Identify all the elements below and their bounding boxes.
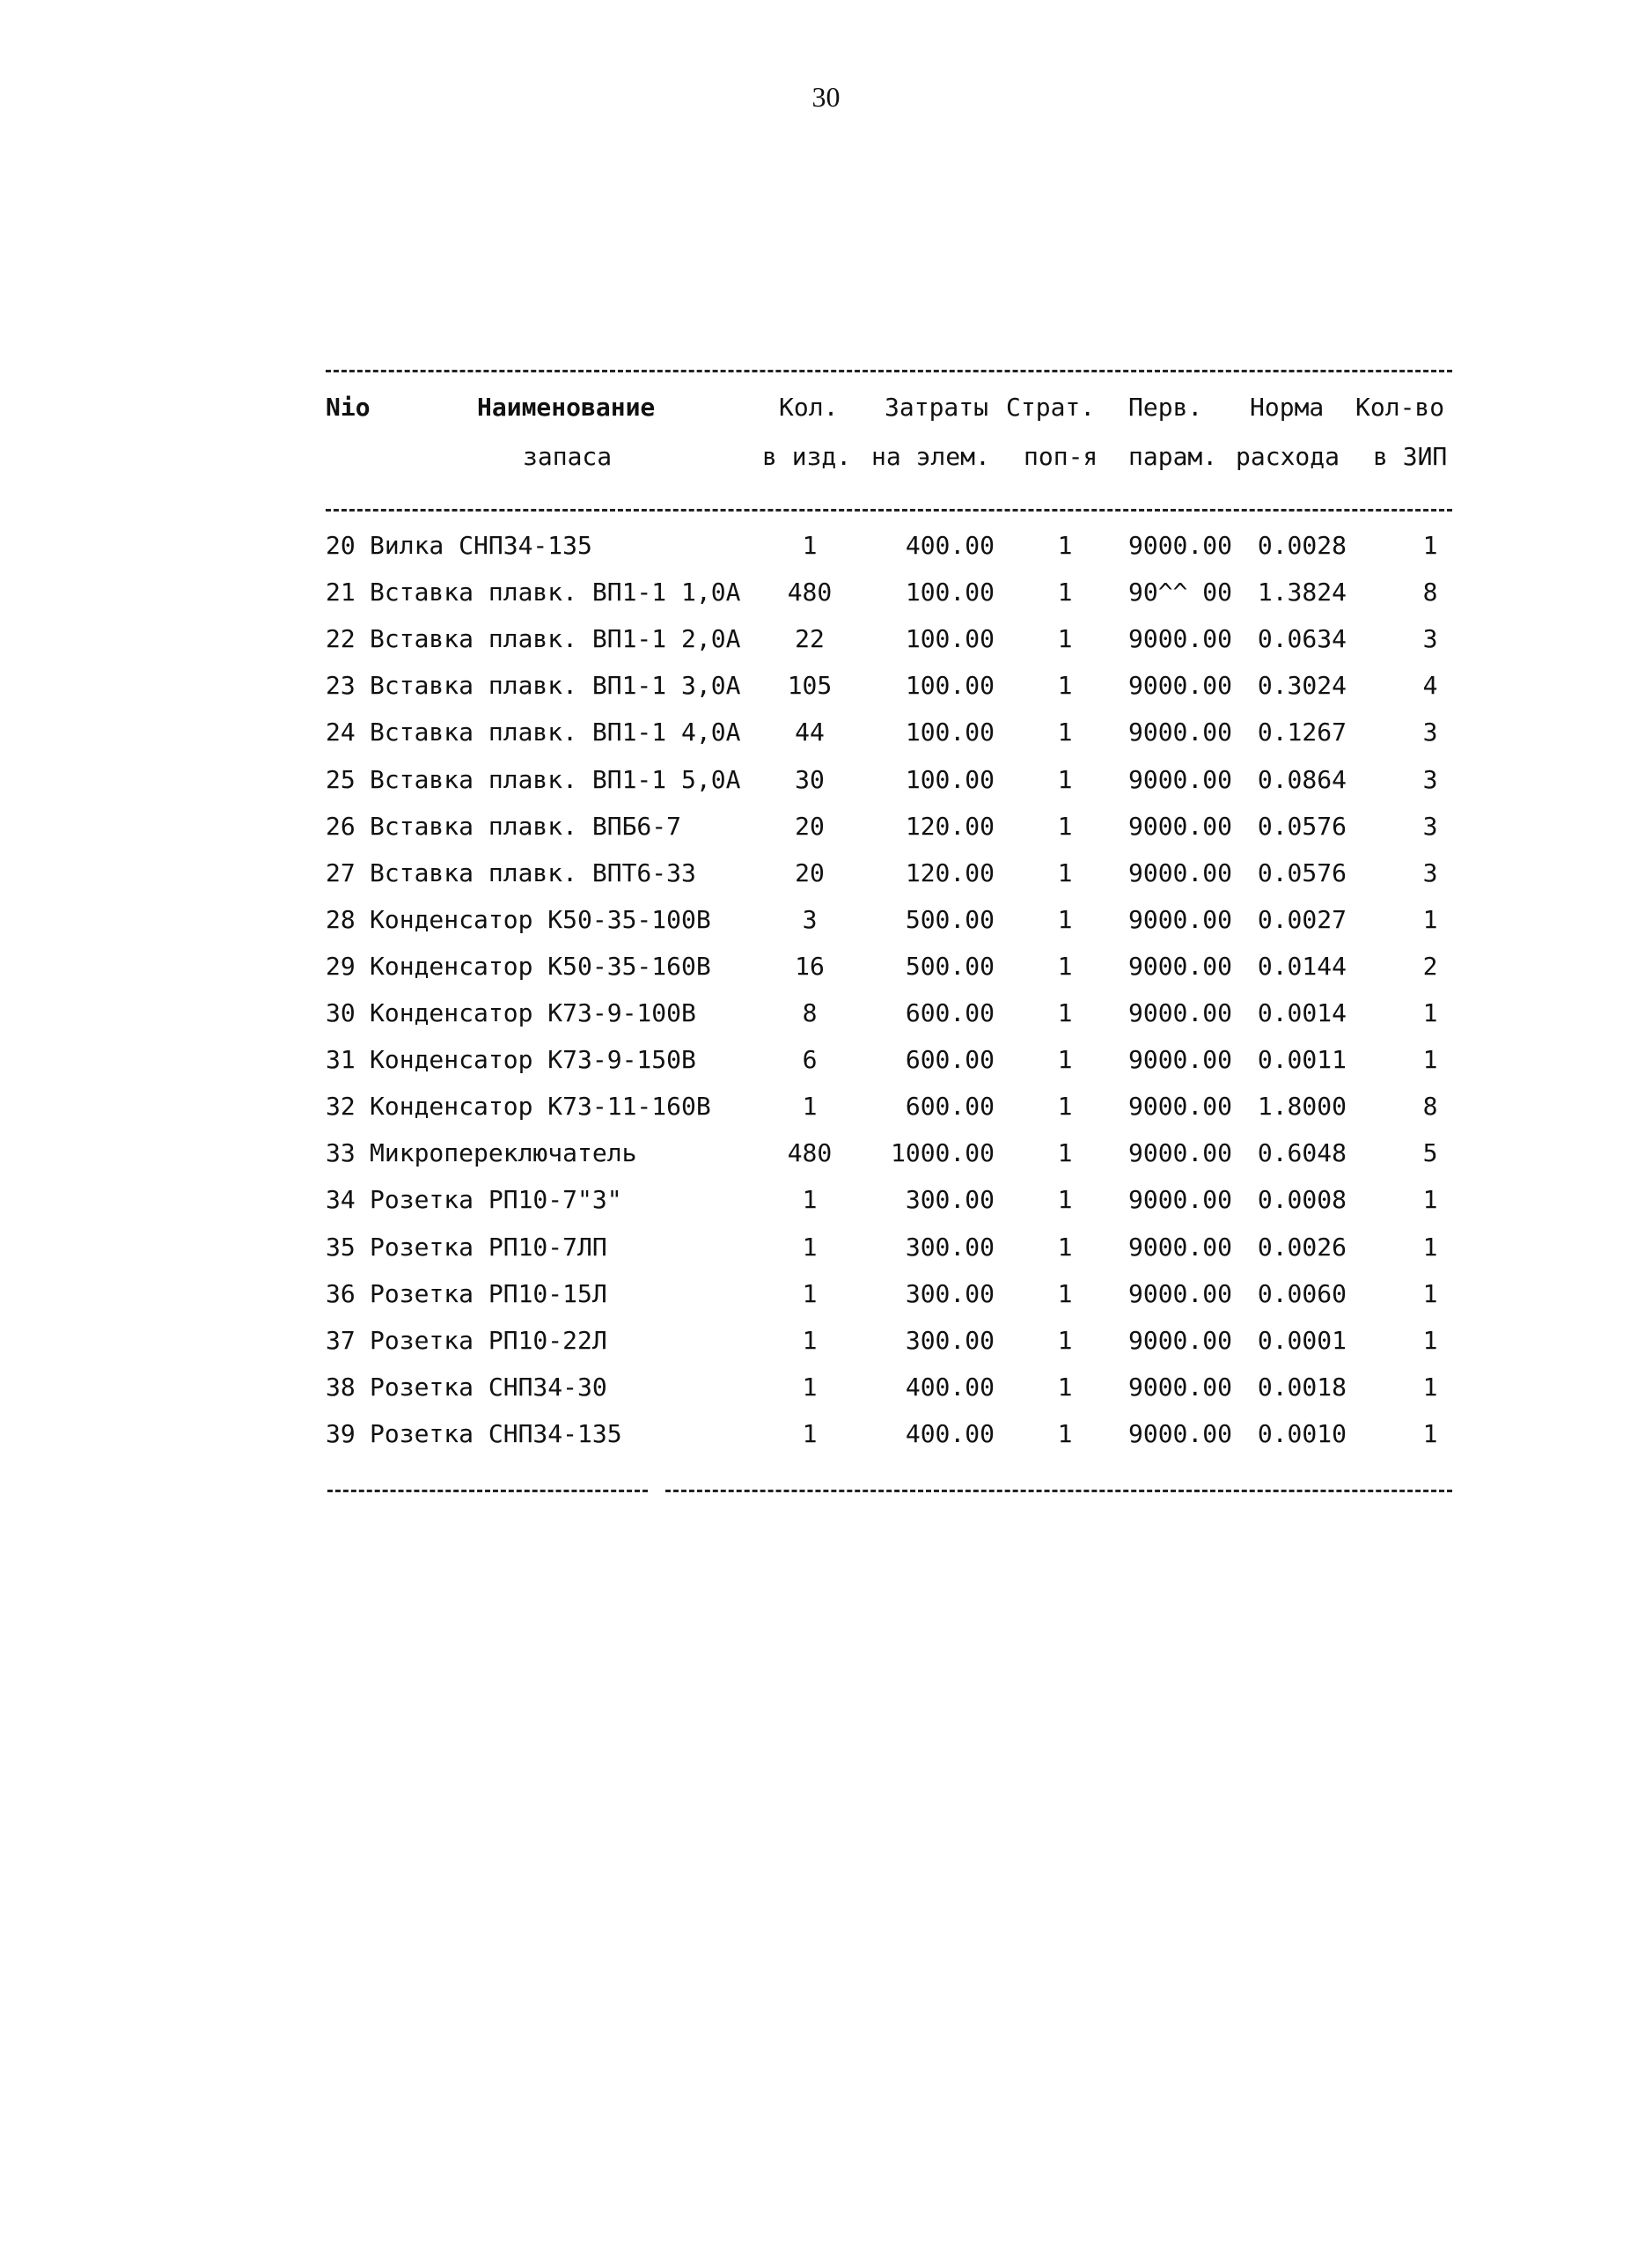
header-param-line2: парам. (1128, 442, 1218, 471)
header-norm-line2: расхода (1236, 442, 1340, 471)
cell-name: Розетка РП10-7"3" (370, 1185, 622, 1214)
cell-zip: 1 (1422, 1233, 1438, 1262)
cell-cost: 600.00 (905, 998, 995, 1027)
cell-qty: 8 (802, 998, 818, 1027)
cell-cost: 500.00 (905, 905, 995, 934)
cell-name: Розетка СНП34-135 (370, 1419, 622, 1448)
cell-no: 27 (326, 858, 356, 887)
cell-zip: 4 (1422, 671, 1438, 700)
cell-strat: 1 (1057, 531, 1073, 560)
cell-norm: 0.0144 (1257, 952, 1347, 981)
header-no: Nio (326, 393, 371, 422)
cell-cost: 100.00 (905, 671, 995, 700)
cell-no: 38 (326, 1373, 356, 1402)
cell-name: Вставка плавк. ВП1-1 2,0А (370, 624, 741, 653)
cell-no: 29 (326, 952, 356, 981)
cell-qty: 6 (802, 1045, 818, 1074)
cell-no: 32 (326, 1092, 356, 1121)
cell-qty: 22 (795, 624, 825, 653)
cell-norm: 1.8000 (1257, 1092, 1347, 1121)
cell-name: Вставка плавк. ВП1-1 4,0А (370, 718, 741, 747)
cell-cost: 1000.00 (890, 1138, 995, 1167)
cell-name: Розетка РП10-7ЛП (370, 1233, 607, 1262)
cell-no: 21 (326, 578, 356, 607)
header-param-line1: Перв. (1128, 393, 1203, 422)
cell-strat: 1 (1057, 1092, 1073, 1121)
cell-cost: 400.00 (905, 1419, 995, 1448)
cell-no: 23 (326, 671, 356, 700)
cell-name: Розетка РП10-15Л (370, 1279, 607, 1308)
cell-qty: 480 (787, 578, 833, 607)
cell-param: 9000.00 (1127, 905, 1232, 934)
cell-zip: 3 (1422, 624, 1438, 653)
cell-name: Микропереключатель (370, 1138, 637, 1167)
cell-norm: 1.3824 (1257, 578, 1347, 607)
cell-norm: 0.0001 (1257, 1326, 1347, 1355)
cell-qty: 1 (802, 531, 818, 560)
cell-cost: 120.00 (905, 858, 995, 887)
header-qty-line2: в изд. (762, 442, 852, 471)
cell-no: 35 (326, 1233, 356, 1262)
cell-name: Вставка плавк. ВПТ6-33 (370, 858, 696, 887)
cell-norm: 0.0864 (1257, 765, 1347, 794)
table-bottom-rule-left (327, 1490, 648, 1492)
cell-strat: 1 (1057, 952, 1073, 981)
cell-no: 26 (326, 812, 356, 841)
cell-param: 90^^ 00 (1127, 578, 1232, 607)
cell-qty: 1 (802, 1419, 818, 1448)
cell-zip: 3 (1422, 718, 1438, 747)
cell-strat: 1 (1057, 1279, 1073, 1308)
cell-qty: 1 (802, 1092, 818, 1121)
cell-strat: 1 (1057, 858, 1073, 887)
cell-no: 22 (326, 624, 356, 653)
cell-param: 9000.00 (1127, 1373, 1232, 1402)
cell-zip: 8 (1422, 578, 1438, 607)
cell-cost: 600.00 (905, 1092, 995, 1121)
cell-no: 24 (326, 718, 356, 747)
cell-qty: 16 (795, 952, 825, 981)
cell-norm: 0.0060 (1257, 1279, 1347, 1308)
cell-zip: 3 (1422, 858, 1438, 887)
cell-strat: 1 (1057, 1373, 1073, 1402)
cell-param: 9000.00 (1127, 1279, 1232, 1308)
header-zip-line2: в ЗИП (1373, 442, 1448, 471)
cell-qty: 1 (802, 1233, 818, 1262)
cell-no: 33 (326, 1138, 356, 1167)
cell-param: 9000.00 (1127, 531, 1232, 560)
cell-qty: 20 (795, 858, 825, 887)
cell-norm: 0.0011 (1257, 1045, 1347, 1074)
cell-norm: 0.0010 (1257, 1419, 1347, 1448)
cell-zip: 1 (1422, 905, 1438, 934)
cell-zip: 8 (1422, 1092, 1438, 1121)
cell-zip: 1 (1422, 1326, 1438, 1355)
cell-param: 9000.00 (1127, 1419, 1232, 1448)
cell-param: 9000.00 (1127, 858, 1232, 887)
cell-no: 20 (326, 531, 356, 560)
cell-name: Вставка плавк. ВПБ6-7 (370, 812, 682, 841)
cell-name: Розетка СНП34-30 (370, 1373, 607, 1402)
header-name-line2: запаса (523, 442, 613, 471)
cell-param: 9000.00 (1127, 765, 1232, 794)
cell-norm: 0.1267 (1257, 718, 1347, 747)
header-qty-line1: Кол. (779, 393, 839, 422)
cell-qty: 105 (787, 671, 833, 700)
cell-strat: 1 (1057, 1326, 1073, 1355)
cell-zip: 1 (1422, 998, 1438, 1027)
header-bottom-rule (326, 509, 1452, 512)
header-strat-line1: Страт. (1006, 393, 1096, 422)
cell-no: 37 (326, 1326, 356, 1355)
cell-param: 9000.00 (1127, 812, 1232, 841)
cell-qty: 20 (795, 812, 825, 841)
cell-zip: 3 (1422, 812, 1438, 841)
cell-zip: 1 (1422, 1185, 1438, 1214)
cell-cost: 100.00 (905, 578, 995, 607)
cell-cost: 500.00 (905, 952, 995, 981)
cell-param: 9000.00 (1127, 624, 1232, 653)
cell-param: 9000.00 (1127, 952, 1232, 981)
cell-param: 9000.00 (1127, 1233, 1232, 1262)
cell-cost: 100.00 (905, 718, 995, 747)
cell-no: 28 (326, 905, 356, 934)
cell-param: 9000.00 (1127, 1092, 1232, 1121)
cell-cost: 100.00 (905, 765, 995, 794)
cell-zip: 3 (1422, 765, 1438, 794)
cell-cost: 100.00 (905, 624, 995, 653)
cell-name: Конденсатор К50-35-160В (370, 952, 711, 981)
cell-norm: 0.0026 (1257, 1233, 1347, 1262)
cell-name: Вставка плавк. ВП1-1 1,0А (370, 578, 741, 607)
table-bottom-rule-right (665, 1490, 1452, 1492)
header-norm-line1: Норма (1250, 393, 1325, 422)
cell-strat: 1 (1057, 624, 1073, 653)
cell-no: 30 (326, 998, 356, 1027)
cell-no: 34 (326, 1185, 356, 1214)
cell-cost: 300.00 (905, 1185, 995, 1214)
cell-strat: 1 (1057, 718, 1073, 747)
header-cost-line2: на элем. (871, 442, 990, 471)
cell-norm: 0.0634 (1257, 624, 1347, 653)
cell-qty: 30 (795, 765, 825, 794)
cell-no: 25 (326, 765, 356, 794)
cell-param: 9000.00 (1127, 1045, 1232, 1074)
cell-norm: 0.0014 (1257, 998, 1347, 1027)
cell-strat: 1 (1057, 578, 1073, 607)
header-zip-line1: Кол-во (1355, 393, 1445, 422)
cell-param: 9000.00 (1127, 671, 1232, 700)
cell-qty: 480 (787, 1138, 833, 1167)
cell-qty: 1 (802, 1279, 818, 1308)
cell-param: 9000.00 (1127, 1138, 1232, 1167)
cell-norm: 0.0027 (1257, 905, 1347, 934)
cell-strat: 1 (1057, 812, 1073, 841)
cell-cost: 300.00 (905, 1233, 995, 1262)
cell-qty: 1 (802, 1373, 818, 1402)
header-cost-line1: Затраты (885, 393, 989, 422)
cell-strat: 1 (1057, 1233, 1073, 1262)
cell-strat: 1 (1057, 1419, 1073, 1448)
cell-qty: 1 (802, 1185, 818, 1214)
cell-zip: 1 (1422, 1419, 1438, 1448)
cell-no: 39 (326, 1419, 356, 1448)
page-number: 30 (811, 81, 841, 113)
cell-qty: 3 (802, 905, 818, 934)
cell-zip: 1 (1422, 1279, 1438, 1308)
cell-cost: 120.00 (905, 812, 995, 841)
cell-name: Конденсатор К73-9-100В (370, 998, 696, 1027)
cell-name: Конденсатор К50-35-100В (370, 905, 711, 934)
cell-param: 9000.00 (1127, 1326, 1232, 1355)
cell-norm: 0.0008 (1257, 1185, 1347, 1214)
cell-norm: 0.3024 (1257, 671, 1347, 700)
cell-cost: 600.00 (905, 1045, 995, 1074)
cell-zip: 5 (1422, 1138, 1438, 1167)
cell-norm: 0.0576 (1257, 812, 1347, 841)
cell-name: Вставка плавк. ВП1-1 5,0А (370, 765, 741, 794)
cell-param: 9000.00 (1127, 718, 1232, 747)
cell-qty: 44 (795, 718, 825, 747)
cell-zip: 1 (1422, 531, 1438, 560)
cell-param: 9000.00 (1127, 1185, 1232, 1214)
cell-name: Вставка плавк. ВП1-1 3,0А (370, 671, 741, 700)
cell-strat: 1 (1057, 905, 1073, 934)
cell-norm: 0.0576 (1257, 858, 1347, 887)
cell-no: 36 (326, 1279, 356, 1308)
cell-name: Конденсатор К73-9-150В (370, 1045, 696, 1074)
cell-name: Вилка СНП34-135 (370, 531, 592, 560)
cell-name: Розетка РП10-22Л (370, 1326, 607, 1355)
cell-zip: 1 (1422, 1045, 1438, 1074)
cell-name: Конденсатор К73-11-160В (370, 1092, 711, 1121)
cell-cost: 400.00 (905, 1373, 995, 1402)
cell-strat: 1 (1057, 671, 1073, 700)
table-top-rule (326, 370, 1452, 372)
cell-cost: 300.00 (905, 1279, 995, 1308)
cell-cost: 300.00 (905, 1326, 995, 1355)
cell-cost: 400.00 (905, 531, 995, 560)
cell-param: 9000.00 (1127, 998, 1232, 1027)
cell-strat: 1 (1057, 998, 1073, 1027)
header-name-line1: Наименование (477, 393, 656, 422)
cell-qty: 1 (802, 1326, 818, 1355)
cell-strat: 1 (1057, 1185, 1073, 1214)
cell-norm: 0.0028 (1257, 531, 1347, 560)
cell-no: 31 (326, 1045, 356, 1074)
cell-strat: 1 (1057, 765, 1073, 794)
cell-zip: 2 (1422, 952, 1438, 981)
cell-strat: 1 (1057, 1045, 1073, 1074)
cell-strat: 1 (1057, 1138, 1073, 1167)
cell-zip: 1 (1422, 1373, 1438, 1402)
cell-norm: 0.6048 (1257, 1138, 1347, 1167)
header-strat-line2: поп-я (1024, 442, 1098, 471)
cell-norm: 0.0018 (1257, 1373, 1347, 1402)
